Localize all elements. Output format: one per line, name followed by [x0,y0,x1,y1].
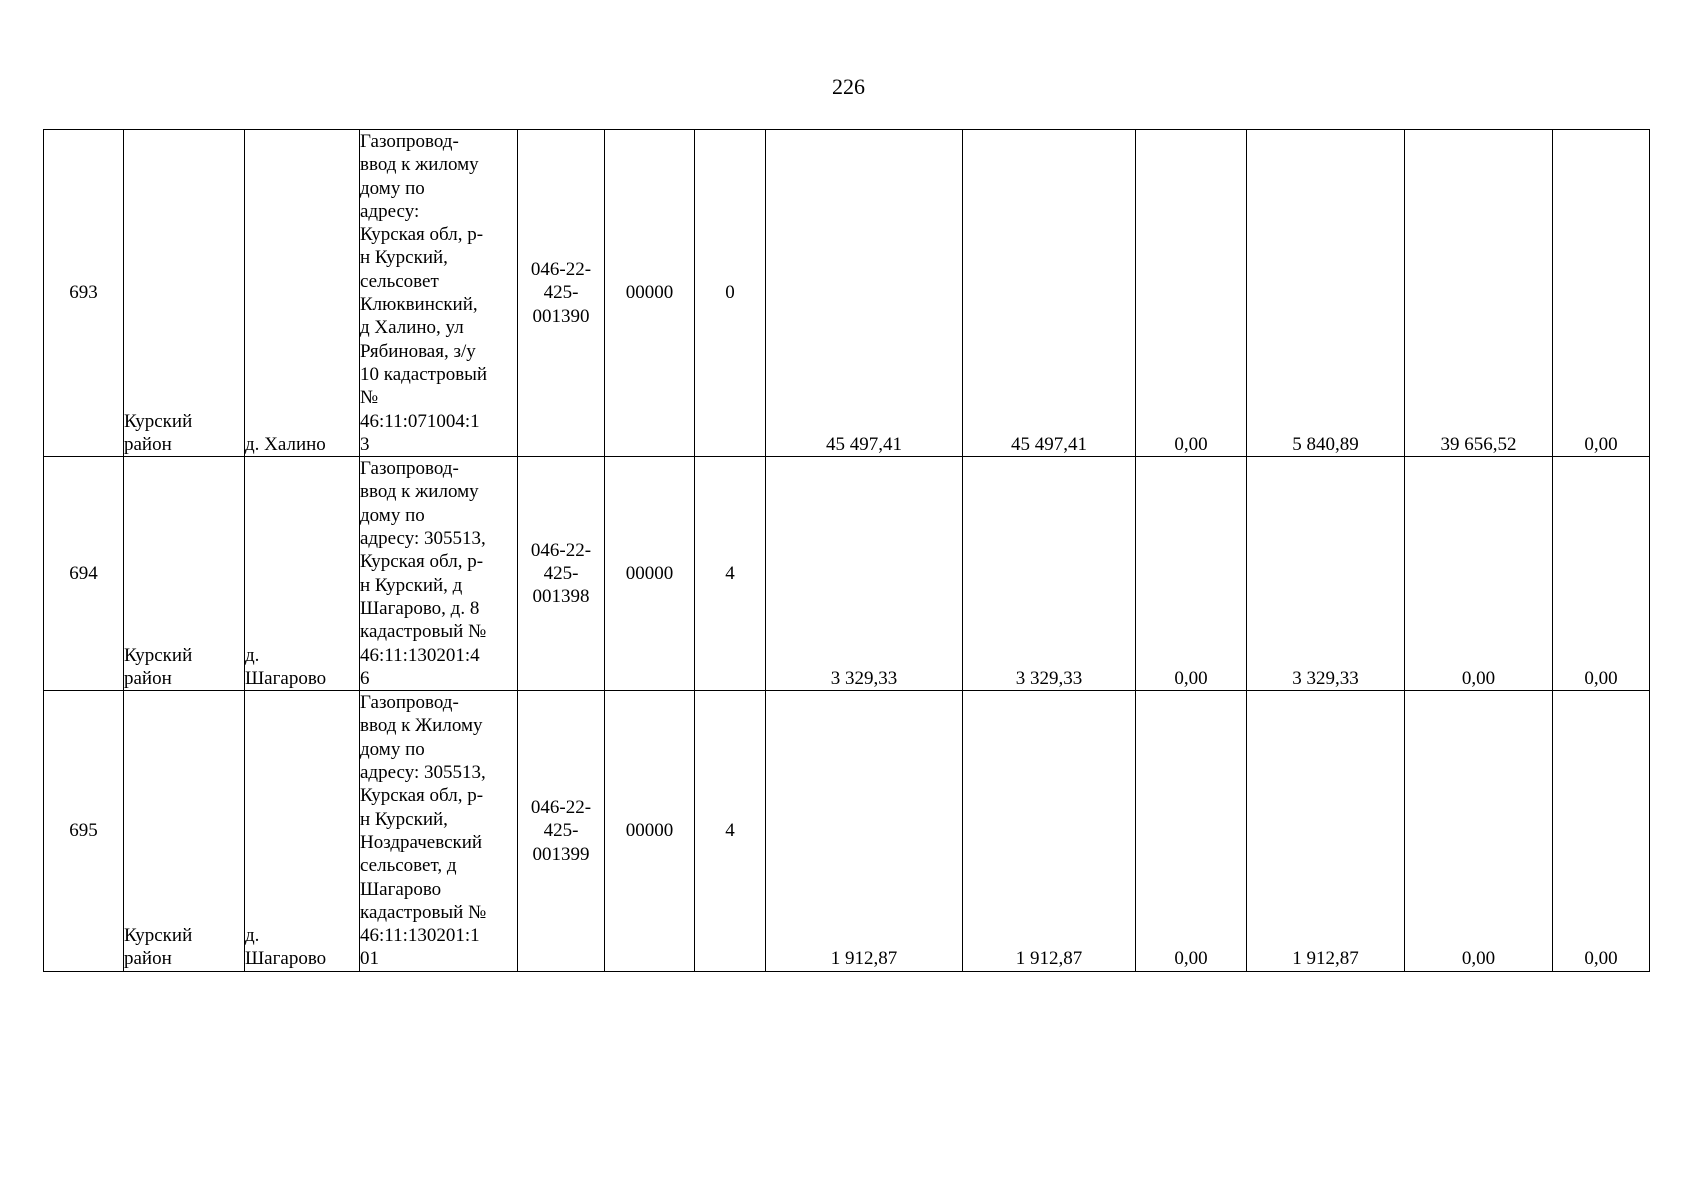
description-line: Курская обл, р- [360,785,484,807]
description-line: сельсовет, д [360,855,457,877]
value-total: 1 912,87 [766,691,963,972]
value-local: 0,00 [1405,457,1553,691]
description-line: кадастровый № [360,901,487,923]
registry-table [43,129,1650,972]
settlement-line: Шагарово [245,948,327,970]
district-line: Курский [124,410,193,432]
code-line: 046-22- [530,259,592,281]
description-line: дому по [360,738,425,760]
table-row [44,457,1650,691]
description-line: 6 [360,667,370,689]
description-line: адресу: 305513, [360,762,486,784]
description-line: дому по [360,177,425,199]
district-line: район [124,433,172,455]
description-cell [360,457,518,691]
description-line: д Халино, ул [360,317,464,339]
code-cell [518,691,605,972]
description-line: 46:11:130201:1 [360,925,480,947]
district-cell [124,691,245,972]
row-number: 695 [44,691,124,972]
description-cell [360,691,518,972]
value-other: 0,00 [1553,130,1650,457]
description-line: Шагарово, д. 8 [360,597,480,619]
code-line: 425- [543,563,579,584]
value-total: 45 497,41 [766,130,963,457]
row-number: 694 [44,457,124,691]
value-total-2: 3 329,33 [963,457,1136,691]
description-line: сельсовет [360,270,439,292]
code-cell [518,130,605,457]
description-line: ввод к жилому [360,481,479,503]
description-line: дому по [360,504,425,526]
settlement-line: д. Халино [245,433,326,455]
code2-cell: 00000 [605,457,695,691]
description-line: Клюквинский, [360,294,478,316]
description-line: Ноздрачевский [360,831,483,853]
value-federal: 0,00 [1136,457,1247,691]
row-number: 693 [44,130,124,457]
code-line: 001399 [532,843,590,865]
code-cell [518,457,605,691]
settlement-line: д. [245,644,260,666]
value-total-2: 45 497,41 [963,130,1136,457]
description-line: н Курский, [360,808,448,830]
count-cell: 4 [695,691,766,972]
description-line: Рябиновая, з/у [360,340,476,362]
district-cell [124,457,245,691]
value-local: 39 656,52 [1405,130,1553,457]
value-regional: 3 329,33 [1247,457,1405,691]
code-line: 425- [543,820,579,842]
code-line: 425- [543,282,579,304]
description-cell [360,130,518,457]
code-line: 046-22- [530,796,592,818]
district-line: Курский [124,644,193,666]
description-line: № [360,387,379,409]
table-row [44,130,1650,457]
description-line: ввод к жилому [360,154,479,176]
description-line: н Курский, д [360,574,463,596]
description-line: кадастровый № [360,621,487,643]
district-line: район [124,667,172,689]
code-line: 001390 [532,305,590,327]
settlement-cell [245,691,360,972]
value-total-2: 1 912,87 [963,691,1136,972]
description-line: ввод к Жилому [360,715,483,737]
table-row [44,691,1650,972]
settlement-line: Шагарово [245,667,327,689]
description-line: Газопровод- [360,458,459,480]
count-cell: 4 [695,457,766,691]
description-line: Шагарово [360,878,442,900]
description-line: Газопровод- [360,131,459,152]
description-line: 10 кадастровый [360,363,488,385]
settlement-cell [245,457,360,691]
district-line: Курский [124,925,193,947]
settlement-cell [245,130,360,457]
description-line: Газопровод- [360,692,459,714]
value-federal: 0,00 [1136,130,1247,457]
code-line: 046-22- [530,539,592,561]
value-federal: 0,00 [1136,691,1247,972]
description-line: 3 [360,433,370,455]
value-other: 0,00 [1553,691,1650,972]
description-line: Курская обл, р- [360,551,484,573]
description-line: 46:11:130201:4 [360,644,480,666]
description-line: н Курский, [360,247,448,269]
code2-cell: 00000 [605,130,695,457]
count-cell: 0 [695,130,766,457]
value-regional: 1 912,87 [1247,691,1405,972]
district-line: район [124,948,172,970]
value-local: 0,00 [1405,691,1553,972]
district-cell [124,130,245,457]
settlement-line: д. [245,925,260,947]
description-line: адресу: 305513, [360,528,486,550]
value-other: 0,00 [1553,457,1650,691]
code2-cell: 00000 [605,691,695,972]
code-line: 001398 [532,586,590,608]
description-line: 46:11:071004:1 [360,410,480,432]
description-line: Курская обл, р- [360,224,484,246]
description-line: 01 [360,948,379,970]
value-regional: 5 840,89 [1247,130,1405,457]
description-line: адресу: [360,200,420,222]
page-number: 226 [832,74,865,99]
value-total: 3 329,33 [766,457,963,691]
